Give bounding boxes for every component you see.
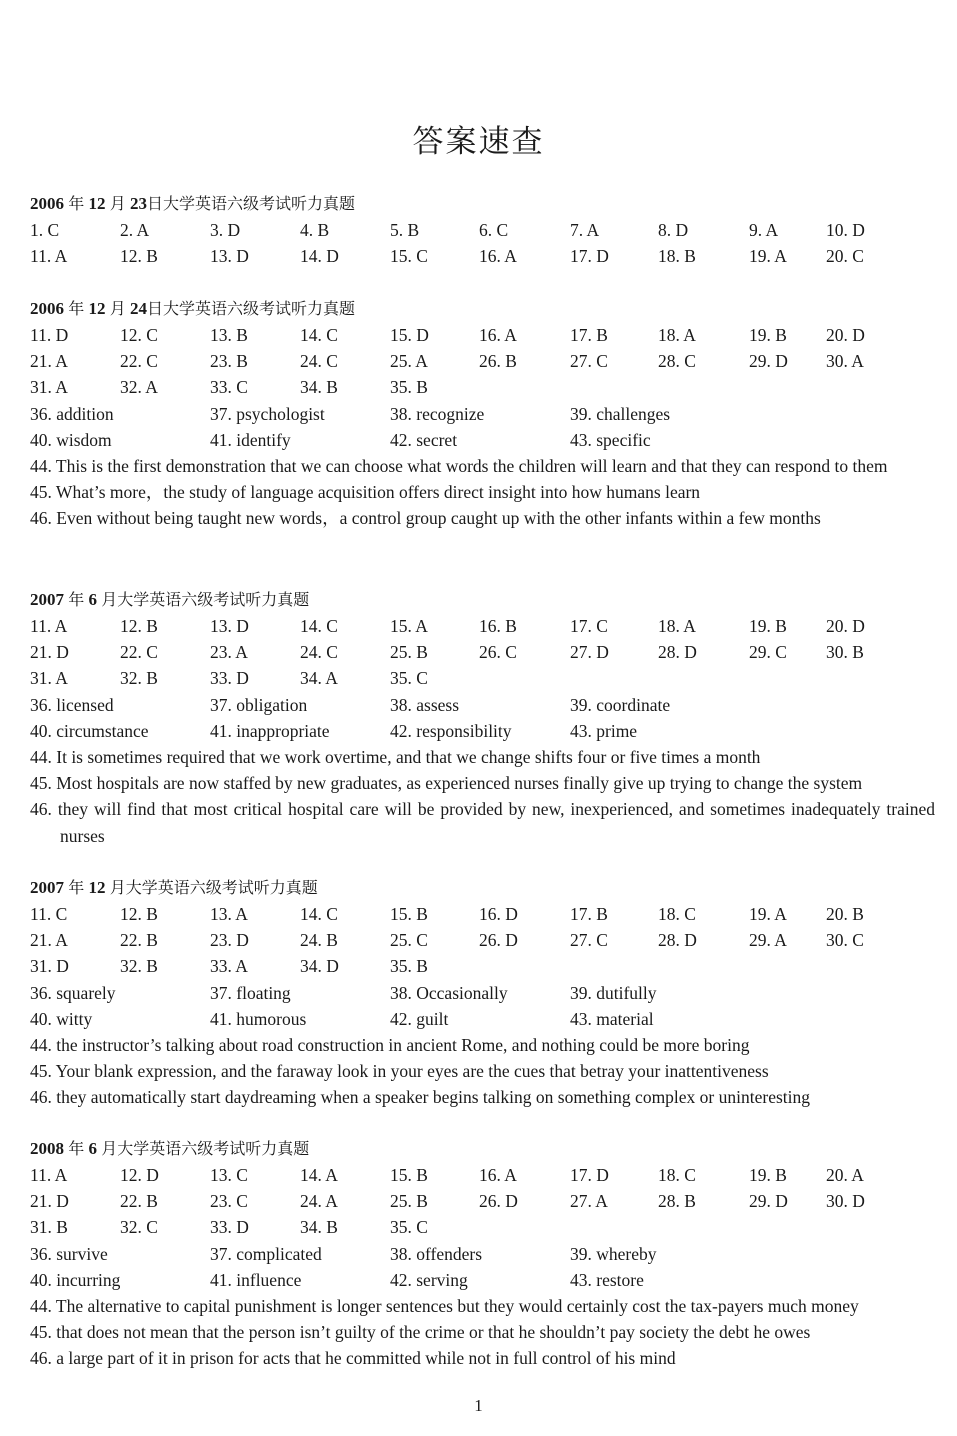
answer: 35. B: [390, 377, 428, 398]
answer: 31. B: [30, 1217, 68, 1238]
answer: 6. C: [479, 220, 509, 240]
title-year: 2007: [30, 590, 64, 609]
answer: 28. D: [658, 930, 697, 951]
title-text: 年: [68, 194, 85, 213]
answer: 15. D: [390, 325, 429, 345]
answer: 28. B: [658, 1191, 696, 1212]
answer: 5. B: [390, 220, 420, 240]
word-answer: 42. guilt: [390, 1008, 449, 1029]
answer: 23. A: [210, 642, 248, 663]
answer: 8. D: [658, 220, 689, 240]
sentence-answer: 45. Your blank expression, and the faraway look in your eyes are the cues that betray your inattentiveness: [30, 1061, 769, 1082]
word-answer: 39. coordinate: [570, 694, 671, 715]
answer: 22. C: [120, 351, 158, 372]
word-row: [30, 427, 935, 453]
title-text: 年: [68, 878, 85, 897]
answer: 14. C: [300, 616, 338, 636]
answer: 19. A: [749, 904, 787, 924]
answer: 22. B: [120, 930, 158, 951]
answer: 14. C: [300, 904, 338, 924]
answer: 12. C: [120, 325, 158, 345]
answer: 7. A: [570, 220, 600, 240]
title-text: 月大学英语六级考试听力真题: [101, 1139, 310, 1158]
sentence-answer: 45. What’s more，the study of language acquisition offers direct insight into how humans learn: [30, 482, 701, 503]
word-answer: 36. squarely: [30, 982, 116, 1003]
answer: 35. C: [390, 668, 428, 689]
answer: 34. B: [300, 1217, 338, 1238]
answer: 28. C: [658, 351, 696, 372]
word-answer: 42. serving: [390, 1269, 468, 1290]
answer: 2. A: [120, 220, 150, 240]
answer: 33. D: [210, 668, 249, 689]
title-month: 12: [88, 878, 106, 897]
answer: 26. D: [479, 1191, 518, 1212]
title-text: 日大学英语六级考试听力真题: [147, 299, 356, 318]
answer: 33. D: [210, 1217, 249, 1238]
word-answer: 43. prime: [570, 720, 638, 741]
answer: 16. A: [479, 325, 517, 345]
title-text: 年: [68, 299, 85, 318]
sentence-answer: 46. Even without being taught new words，a control group caught up with the other infants within a few months: [30, 508, 821, 529]
word-answer: 41. identify: [210, 429, 291, 450]
word-answer: 38. offenders: [390, 1243, 483, 1264]
answer: 32. B: [120, 956, 158, 977]
answer: 4. B: [300, 220, 330, 240]
sentence-answer: 44. It is sometimes required that we work overtime, and that we change shifts four or five times a month: [30, 746, 761, 767]
answer: 14. A: [300, 1165, 338, 1185]
answer: 13. D: [210, 616, 249, 636]
word-answer: 37. obligation: [210, 694, 308, 715]
answer: 30. C: [826, 930, 864, 951]
sentence-answer: 44. The alternative to capital punishment is longer sentences but they would certainly cost the tax-payers much money: [30, 1295, 859, 1316]
answer: 10. D: [826, 220, 865, 240]
page-number: 1: [474, 1396, 483, 1415]
answer: 33. A: [210, 956, 248, 977]
title-day: 23: [130, 194, 148, 213]
title-text: 月: [109, 299, 126, 318]
answer: 29. A: [749, 930, 787, 951]
word-answer: 37. floating: [210, 982, 291, 1003]
answer: 17. C: [570, 616, 608, 636]
answer: 34. D: [300, 956, 339, 977]
answer: 32. C: [120, 1217, 158, 1238]
word-row: [30, 980, 935, 1006]
answer: 26. D: [479, 930, 518, 951]
title-month: 6: [88, 1139, 98, 1158]
answer: 15. B: [390, 1165, 428, 1185]
answer: 18. C: [658, 904, 696, 924]
word-answer: 40. circumstance: [30, 720, 149, 741]
answer: 23. C: [210, 1191, 248, 1212]
answer: 12. B: [120, 904, 158, 924]
section-2006-12-23: [30, 191, 935, 269]
word-answer: 38. Occasionally: [390, 982, 508, 1003]
answer: 26. C: [479, 642, 517, 663]
answer-row: [30, 1214, 935, 1240]
answer: 25. C: [390, 930, 428, 951]
answer: 16. D: [479, 904, 518, 924]
answer: 25. B: [390, 1191, 428, 1212]
answer-row: [30, 217, 935, 243]
answer: 14. C: [300, 325, 338, 345]
answer: 31. D: [30, 956, 69, 977]
answer: 20. B: [826, 904, 864, 924]
answer: 11. D: [30, 325, 69, 345]
answer-row: [30, 953, 935, 979]
answer: 29. D: [749, 1191, 788, 1212]
answer: 22. B: [120, 1191, 158, 1212]
word-row: [30, 1267, 935, 1293]
word-answer: 38. recognize: [390, 403, 485, 424]
answer-row: [30, 374, 935, 400]
answer: 1. C: [30, 220, 60, 240]
word-answer: 42. responsibility: [390, 720, 512, 741]
answer: 20. D: [826, 325, 865, 345]
answer-row: [30, 639, 935, 665]
answer: 12. B: [120, 616, 158, 636]
answer: 18. A: [658, 325, 696, 345]
section-2008-06: [30, 1136, 935, 1372]
answer: 21. D: [30, 642, 69, 663]
answer: 9. A: [749, 220, 779, 240]
word-row: [30, 401, 935, 427]
title-year: 2006: [30, 299, 64, 318]
answer: 35. C: [390, 1217, 428, 1238]
answer: 21. D: [30, 1191, 69, 1212]
answer: 25. B: [390, 642, 428, 663]
title-month: 12: [88, 194, 106, 213]
word-answer: 37. complicated: [210, 1243, 322, 1264]
word-answer: 39. whereby: [570, 1243, 657, 1264]
answer: 13. A: [210, 904, 248, 924]
answer: 26. B: [479, 351, 517, 372]
answer: 31. A: [30, 668, 68, 689]
answer: 17. D: [570, 246, 609, 267]
word-answer: 36. licensed: [30, 694, 114, 715]
answer-row: [30, 1162, 935, 1188]
word-answer: 39. challenges: [570, 403, 671, 424]
sentence-answer: 45. Most hospitals are now staffed by new graduates, as experienced nurses finally give up trying to change the system: [30, 773, 863, 794]
sentence-answer: 46. a large part of it in prison for acts that he committed while not in full control of his mind: [30, 1348, 676, 1369]
answer: 16. B: [479, 616, 517, 636]
answer: 27. C: [570, 930, 608, 951]
sentence-answer: 46. they will find that most critical hospital care will be provided by new, inexperienced, and sometimes inadequately trained nurses: [30, 799, 935, 846]
title-text: 月大学英语六级考试听力真题: [101, 590, 310, 609]
section-title: [30, 587, 935, 613]
answer: 12. D: [120, 1165, 159, 1185]
word-row: [30, 1241, 935, 1267]
answer: 22. C: [120, 642, 158, 663]
answer: 30. B: [826, 642, 864, 663]
section-title: [30, 1136, 935, 1162]
answer: 16. A: [479, 1165, 517, 1185]
answer: 35. B: [390, 956, 428, 977]
answer: 33. C: [210, 377, 248, 398]
title-year: 2007: [30, 878, 64, 897]
word-answer: 42. secret: [390, 429, 458, 450]
word-answer: 40. witty: [30, 1008, 93, 1029]
answer: 15. A: [390, 616, 428, 636]
sentence-answer: 44. This is the first demonstration that we can choose what words the children will learn and that they can respond to them: [30, 455, 888, 476]
word-answer: 41. inappropriate: [210, 720, 330, 741]
answer: 30. A: [826, 351, 864, 372]
answer-row: [30, 348, 935, 374]
answer-row: [30, 901, 935, 927]
answer: 19. B: [749, 325, 787, 345]
answer: 28. D: [658, 642, 697, 663]
word-answer: 36. survive: [30, 1243, 108, 1264]
word-answer: 43. specific: [570, 429, 651, 450]
answer: 11. A: [30, 1165, 68, 1185]
answer-row: [30, 665, 935, 691]
word-answer: 41. humorous: [210, 1008, 307, 1029]
answer: 19. B: [749, 616, 787, 636]
answer: 34. A: [300, 668, 338, 689]
title-text: 月大学英语六级考试听力真题: [109, 878, 318, 897]
answer: 20. A: [826, 1165, 864, 1185]
sentence-answer: 46. they automatically start daydreaming when a speaker begins talking on something complex or uninteresting: [30, 1087, 811, 1108]
answer: 18. B: [658, 246, 696, 267]
answer-row: [30, 243, 935, 269]
answer: 18. C: [658, 1165, 696, 1185]
answer: 24. B: [300, 930, 338, 951]
title-month: 6: [88, 590, 98, 609]
answer: 27. A: [570, 1191, 608, 1212]
section-title: [30, 296, 935, 322]
answer: 11. A: [30, 246, 68, 267]
sentence-answer: 44. the instructor’s talking about road construction in ancient Rome, and nothing could be more boring: [30, 1034, 750, 1055]
answer: 17. B: [570, 904, 608, 924]
section-2007-12: [30, 875, 935, 1111]
answer: 27. D: [570, 642, 609, 663]
answer: 21. A: [30, 930, 68, 951]
answer: 23. D: [210, 930, 249, 951]
title-month: 12: [88, 299, 106, 318]
word-answer: 40. incurring: [30, 1269, 121, 1290]
answer: 13. D: [210, 246, 249, 267]
answer: 24. C: [300, 642, 338, 663]
answer: 21. A: [30, 351, 68, 372]
answer: 13. C: [210, 1165, 248, 1185]
answer: 20. D: [826, 616, 865, 636]
title-text: 年: [68, 590, 85, 609]
section-title: [30, 191, 935, 217]
answer: 17. D: [570, 1165, 609, 1185]
answer: 31. A: [30, 377, 68, 398]
word-answer: 37. psychologist: [210, 403, 325, 424]
word-answer: 41. influence: [210, 1269, 302, 1290]
word-row: [30, 692, 935, 718]
answer: 11. C: [30, 904, 68, 924]
word-answer: 40. wisdom: [30, 429, 112, 450]
word-answer: 39. dutifully: [570, 982, 657, 1003]
title-text: 日大学英语六级考试听力真题: [147, 194, 356, 213]
answer: 32. A: [120, 377, 158, 398]
answer: 12. B: [120, 246, 158, 267]
answer: 34. B: [300, 377, 338, 398]
word-row: [30, 1006, 935, 1032]
answer: 24. C: [300, 351, 338, 372]
section-2007-06: [30, 587, 935, 849]
answer-row: [30, 1188, 935, 1214]
answer: 23. B: [210, 351, 248, 372]
answer: 25. A: [390, 351, 428, 372]
answer: 13. B: [210, 325, 248, 345]
word-answer: 36. addition: [30, 403, 114, 424]
word-answer: 38. assess: [390, 694, 460, 715]
title-day: 24: [130, 299, 148, 318]
answer: 3. D: [210, 220, 241, 240]
answer: 17. B: [570, 325, 608, 345]
section-2006-12-24: [30, 296, 935, 532]
answer: 32. B: [120, 668, 158, 689]
answer: 27. C: [570, 351, 608, 372]
answer: 11. A: [30, 616, 68, 636]
answer: 15. B: [390, 904, 428, 924]
answer-row: [30, 927, 935, 953]
title-year: 2006: [30, 194, 64, 213]
title-text: 年: [68, 1139, 85, 1158]
answer: 20. C: [826, 246, 864, 267]
answer: 24. A: [300, 1191, 338, 1212]
section-title: [30, 875, 935, 901]
answer: 18. A: [658, 616, 696, 636]
answer-row: [30, 322, 935, 348]
word-answer: 43. restore: [570, 1269, 644, 1290]
answer: 14. D: [300, 246, 339, 267]
title-text: 月: [109, 194, 126, 213]
page-title: 答案速查: [412, 124, 545, 160]
answer: 15. C: [390, 246, 428, 267]
answer: 19. B: [749, 1165, 787, 1185]
answer-row: [30, 613, 935, 639]
answer: 16. A: [479, 246, 517, 267]
sentence-answer: 45. that does not mean that the person isn’t guilty of the crime or that he shouldn’t pay society the debt he owes: [30, 1322, 811, 1343]
answer: 30. D: [826, 1191, 865, 1212]
answer: 29. D: [749, 351, 788, 372]
answer: 19. A: [749, 246, 787, 267]
word-row: [30, 718, 935, 744]
answer: 29. C: [749, 642, 787, 663]
word-answer: 43. material: [570, 1008, 654, 1029]
title-year: 2008: [30, 1139, 64, 1158]
